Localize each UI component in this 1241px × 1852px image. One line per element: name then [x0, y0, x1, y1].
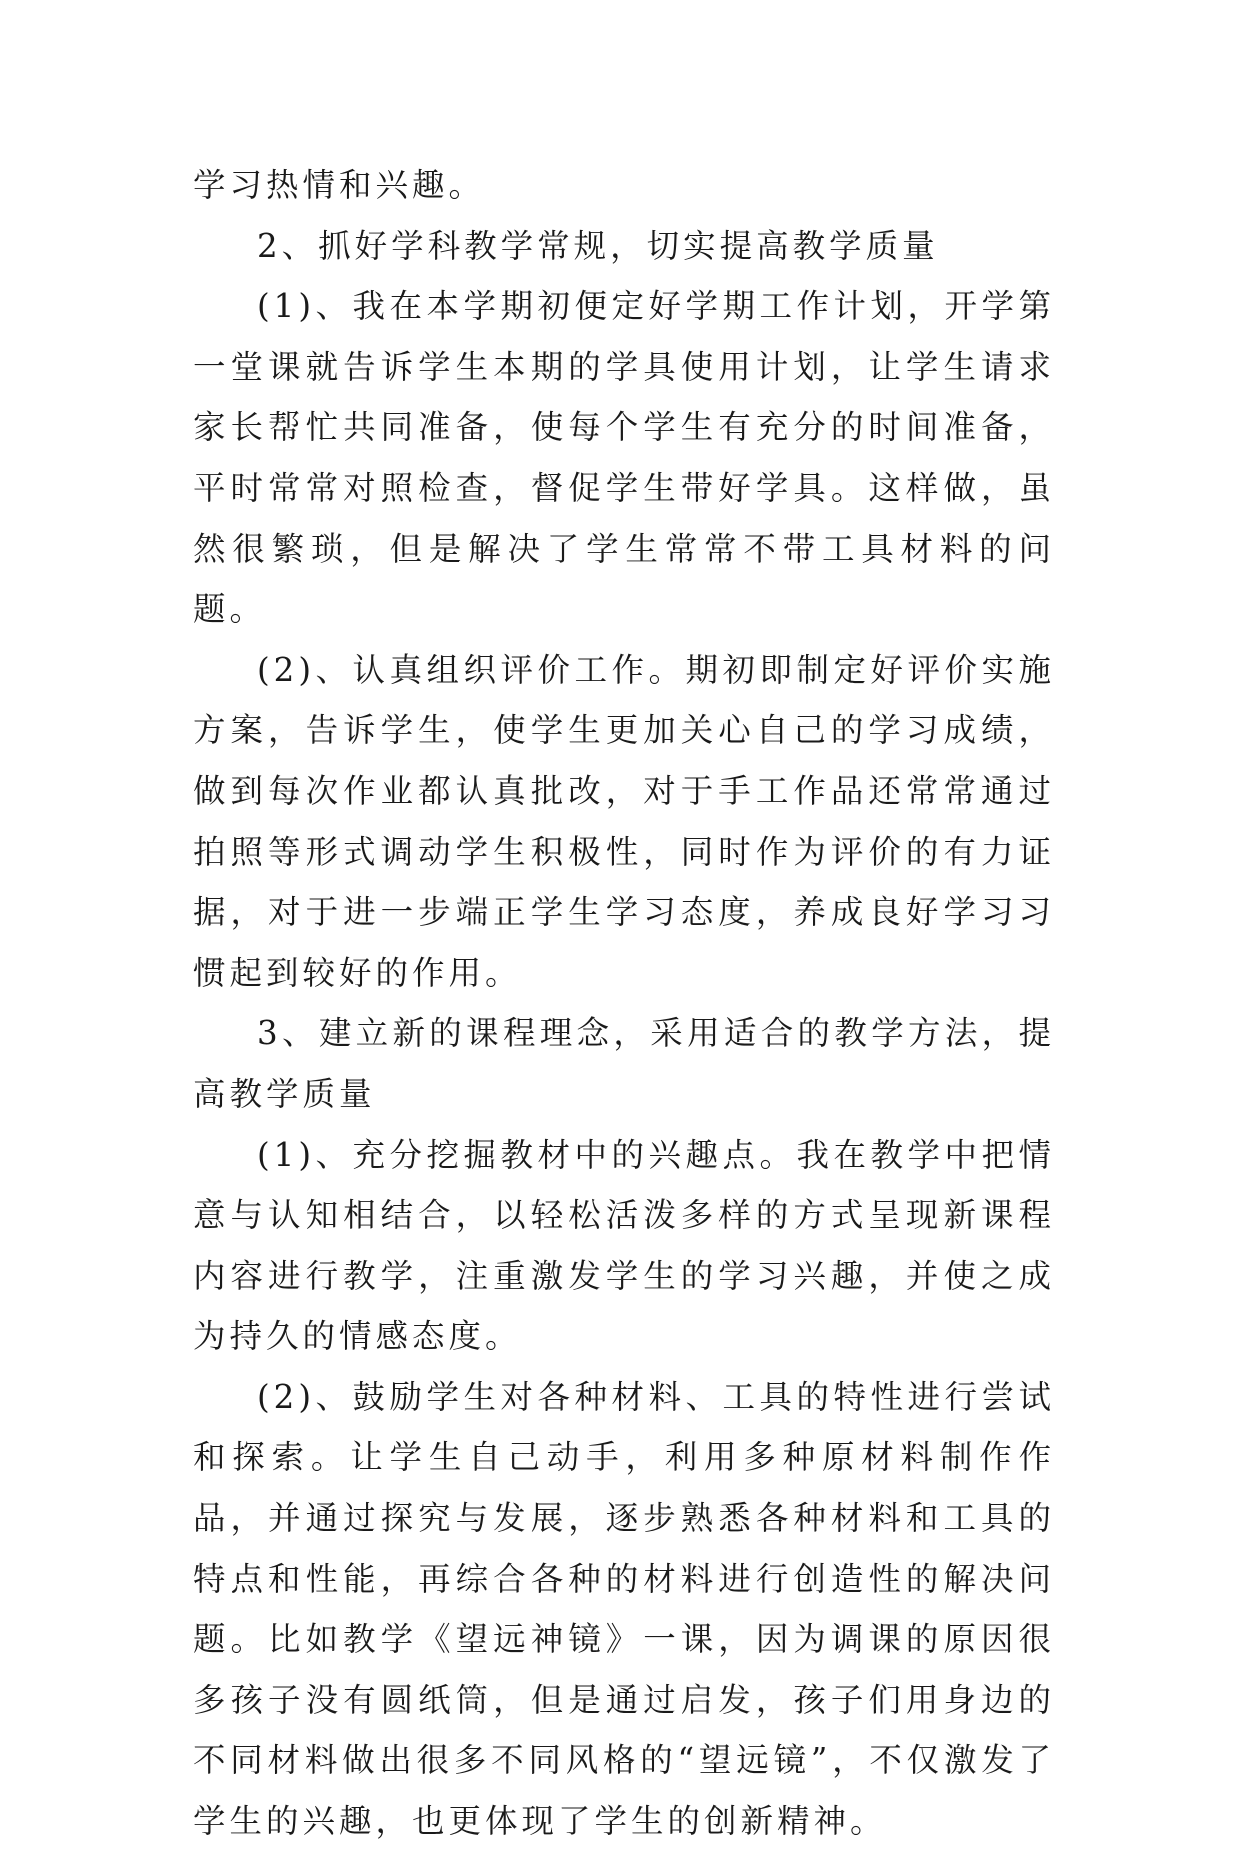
paragraph-2-1: (1)、我在本学期初便定好学期工作计划，开学第一堂课就告诉学生本期的学具使用计划，让学生请求家长帮忙共同准备，使每个学生有充分的时间准备，平时常常对照检查，督促学生带好学具。这样做，虽然很繁琐，但是解决了学生常常不带工具材料的问题。 — [193, 287, 1055, 629]
paragraph-continuation: 学习热情和兴趣。 — [193, 166, 486, 204]
section-heading-3: 3、建立新的课程理念，采用适合的教学方法，提高教学质量 — [193, 1014, 1055, 1113]
document-body — [193, 155, 1055, 1852]
paragraph-2-2: (2)、认真组织评价工作。期初即制定好评价实施方案，告诉学生，使学生更加关心自己的学习成绩，做到每次作业都认真批改，对于手工作品还常常通过拍照等形式调动学生积极性，同时作为评价的有力证据，对于进一步端正学生学习态度，养成良好学习习惯起到较好的作用。 — [193, 650, 1055, 992]
section-heading-2: 2、抓好学科教学常规，切实提高教学质量 — [257, 226, 939, 265]
paragraph-3-1: (1)、充分挖掘教材中的兴趣点。我在教学中把情意与认知相结合，以轻松活泼多样的方式呈现新课程内容进行教学，注重激发学生的学习兴趣，并使之成为持久的情感态度。 — [193, 1135, 1055, 1356]
paragraph-3-2: (2)、鼓励学生对各种材料、工具的特性进行尝试和探索。让学生自己动手，利用多种原材料制作作品，并通过探究与发展，逐步熟悉各种材料和工具的特点和性能，再综合各种的材料进行创造性的解决问题。比如教学《望远神镜》一课，因为调课的原因很多孩子没有圆纸筒，但是通过启发，孩子们用身边的不同材料做出很多不同风格的“望远镜”，不仅激发了学生的兴趣，也更体现了学生的创新精神。 — [193, 1377, 1055, 1841]
